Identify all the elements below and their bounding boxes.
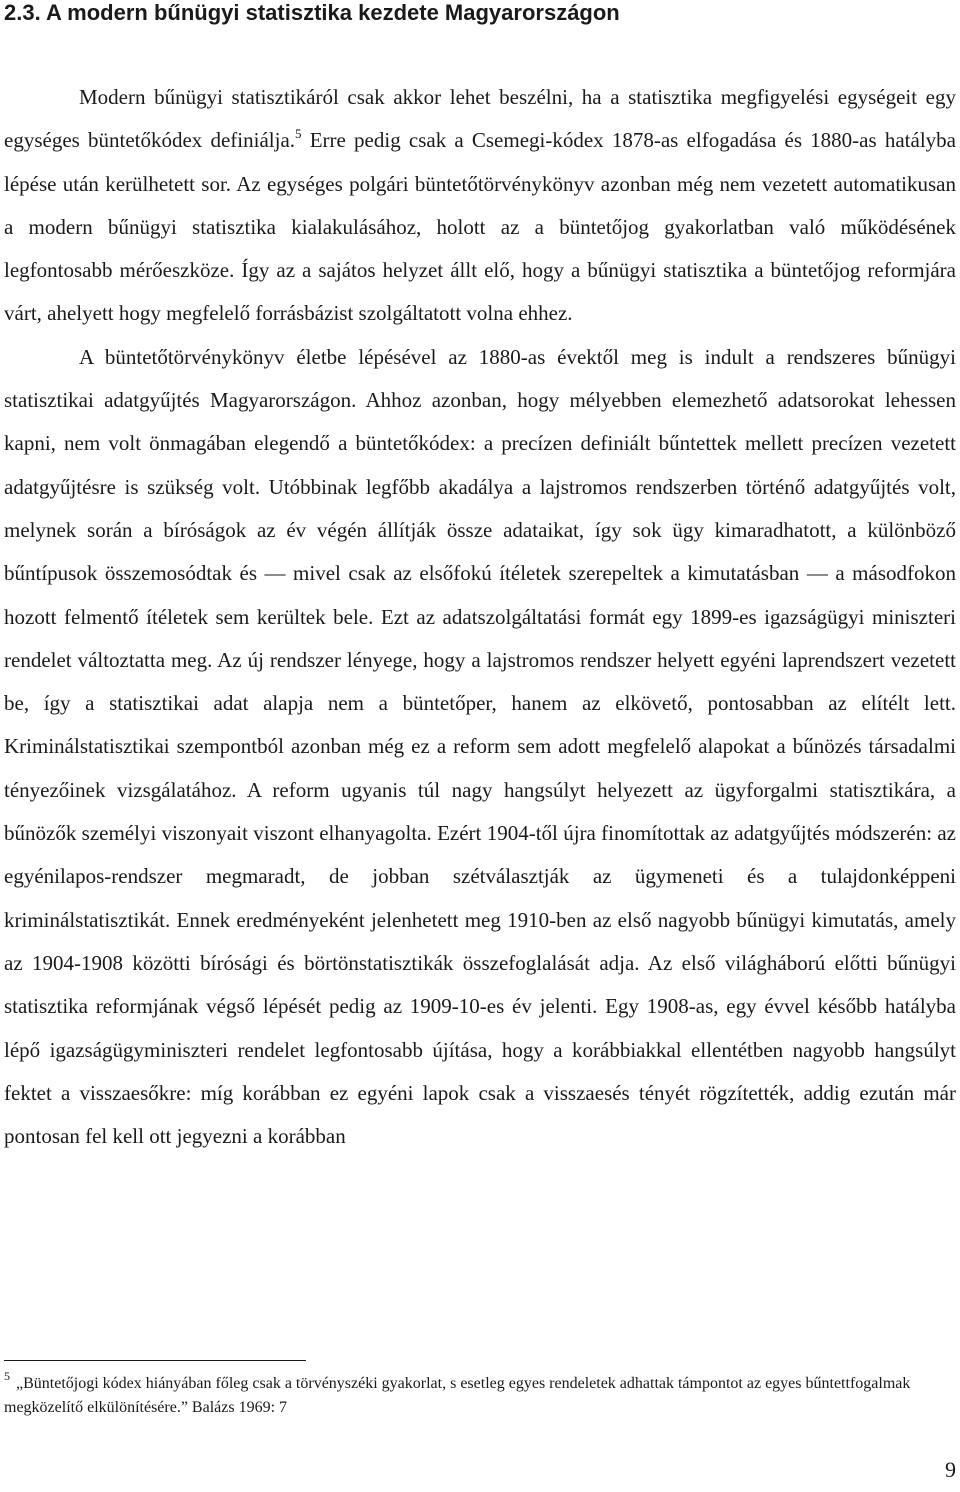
paragraph-2: A büntetőtörvénykönyv életbe lépésével az 1880-as évektől meg is indult a rendszeres bűnügyi statisztikai adatgyűjtés Magyarországon. Ahhoz azonban, hogy mélyebben elemezhető adatsorokat lehessen kapni, nem volt önmagában elegendő a büntetőkódex: a precízen definiált bűntettek mellett precízen vezetett adatgyűjtésre is szükség volt. Utóbbinak legfőbb akadálya a lajstromos rendszerben történő adatgyűjtés volt, melynek során a bíróságok az év végén állítják össze adataikat, így sok ügy kimaradhatott, a különböző bűntípusok összemosódtak és — mivel csak az elsőfokú ítéletek szerepeltek a kimutatásban — a másodfokon hozott felmentő ítéletek sem kerültek bele. Ezt az adatszolgáltatási formát egy 1899-es igazságügyi miniszteri rendelet változtatta meg. Az új rendszer lényege, hogy a lajstromos rendszer helyett egyéni laprendszert vezetett be, így a statisztikai adat alapja nem a büntetőper, hanem az elkövető, pontosabban az elítélt lett. Kriminálstatisztikai szempontból azonban még ez a reform sem adott megfelelő alapokat a bűnözés társadalmi tényezőinek vizsgálatához. A reform ugyanis túl nagy hangsúlyt helyezett az ügyforgalmi statisztikára, a bűnözők személyi viszonyait viszont elhanyagolta. Ezért 1904-től újra finomítottak az adatgyűjtés módszerén: az egyénilapos-rendszer megmaradt, de jobban szétválasztják az ügymeneti és a tulajdonképpeni kriminálstatisztikát. Ennek eredményeként jelenhetett meg 1910-ben az első nagyobb bűnügyi kimutatás, amely az 1904-1908 közötti bírósági és börtönstatisztikák összefoglalását adja. Az első világháború előtti bűnügyi statisztika reformjának végső lépését pedig az 1909-10-es év jelenti. Egy 1908-as, egy évvel később hatályba lépő igazságügyminiszteri rendelet legfontosabb újítása, hogy a korábbiakkal ellentétben nagyobb hangsúlyt fektet a visszaesőkre: míg korábban ez egyéni lapok csak a visszaesés tényét rögzítették, addig ezután már pontosan fel kell ott jegyezni a korábban <box>4 344 956 1149</box>
paragraph-1 <box>4 76 956 336</box>
paragraph-1-text: Modern bűnügyi statisztikáról csak akkor lehet beszélni, ha a statisztika megfigyelési egységeit egy egységes büntetőkódex definiálja. <box>4 85 956 153</box>
footnote-mark: 5 <box>4 1369 10 1383</box>
footnote-separator <box>4 1360 306 1361</box>
body-text <box>4 76 956 1158</box>
footnote-text: „Büntetőjogi kódex hiányában főleg csak a törvényszéki gyakorlat, s esetleg egyes rendeletek adhattak támpontot az egyes bűntettfogalmak megközelítő elkülönítésére.” Balázs 1969: 7 <box>4 1375 911 1416</box>
page-number: 9 <box>945 1457 956 1482</box>
section-heading: 2.3. A modern bűnügyi statisztika kezdete Magyarországon <box>4 0 620 25</box>
paragraph-1-continuation: Erre pedig csak a Csemegi-kódex 1878-as elfogadása és 1880-as hatályba lépése után kerülhetett sor. Az egységes polgári büntetőtörvénykönyv azonban még nem vezetett automatikusan a modern bűnügyi statisztika kialakulásához, holott az a büntetőjog gyakorlatban való működésének legfontosabb mérőeszköze. Így az a sajátos helyzet állt elő, hogy a bűnügyi statisztika a büntetőjog reformjára várt, ahelyett hogy megfelelő forrásbázist szolgáltatott volna ehhez. <box>4 128 956 326</box>
footnote <box>4 1369 956 1420</box>
footnote-reference[interactable]: 5 <box>295 126 302 142</box>
